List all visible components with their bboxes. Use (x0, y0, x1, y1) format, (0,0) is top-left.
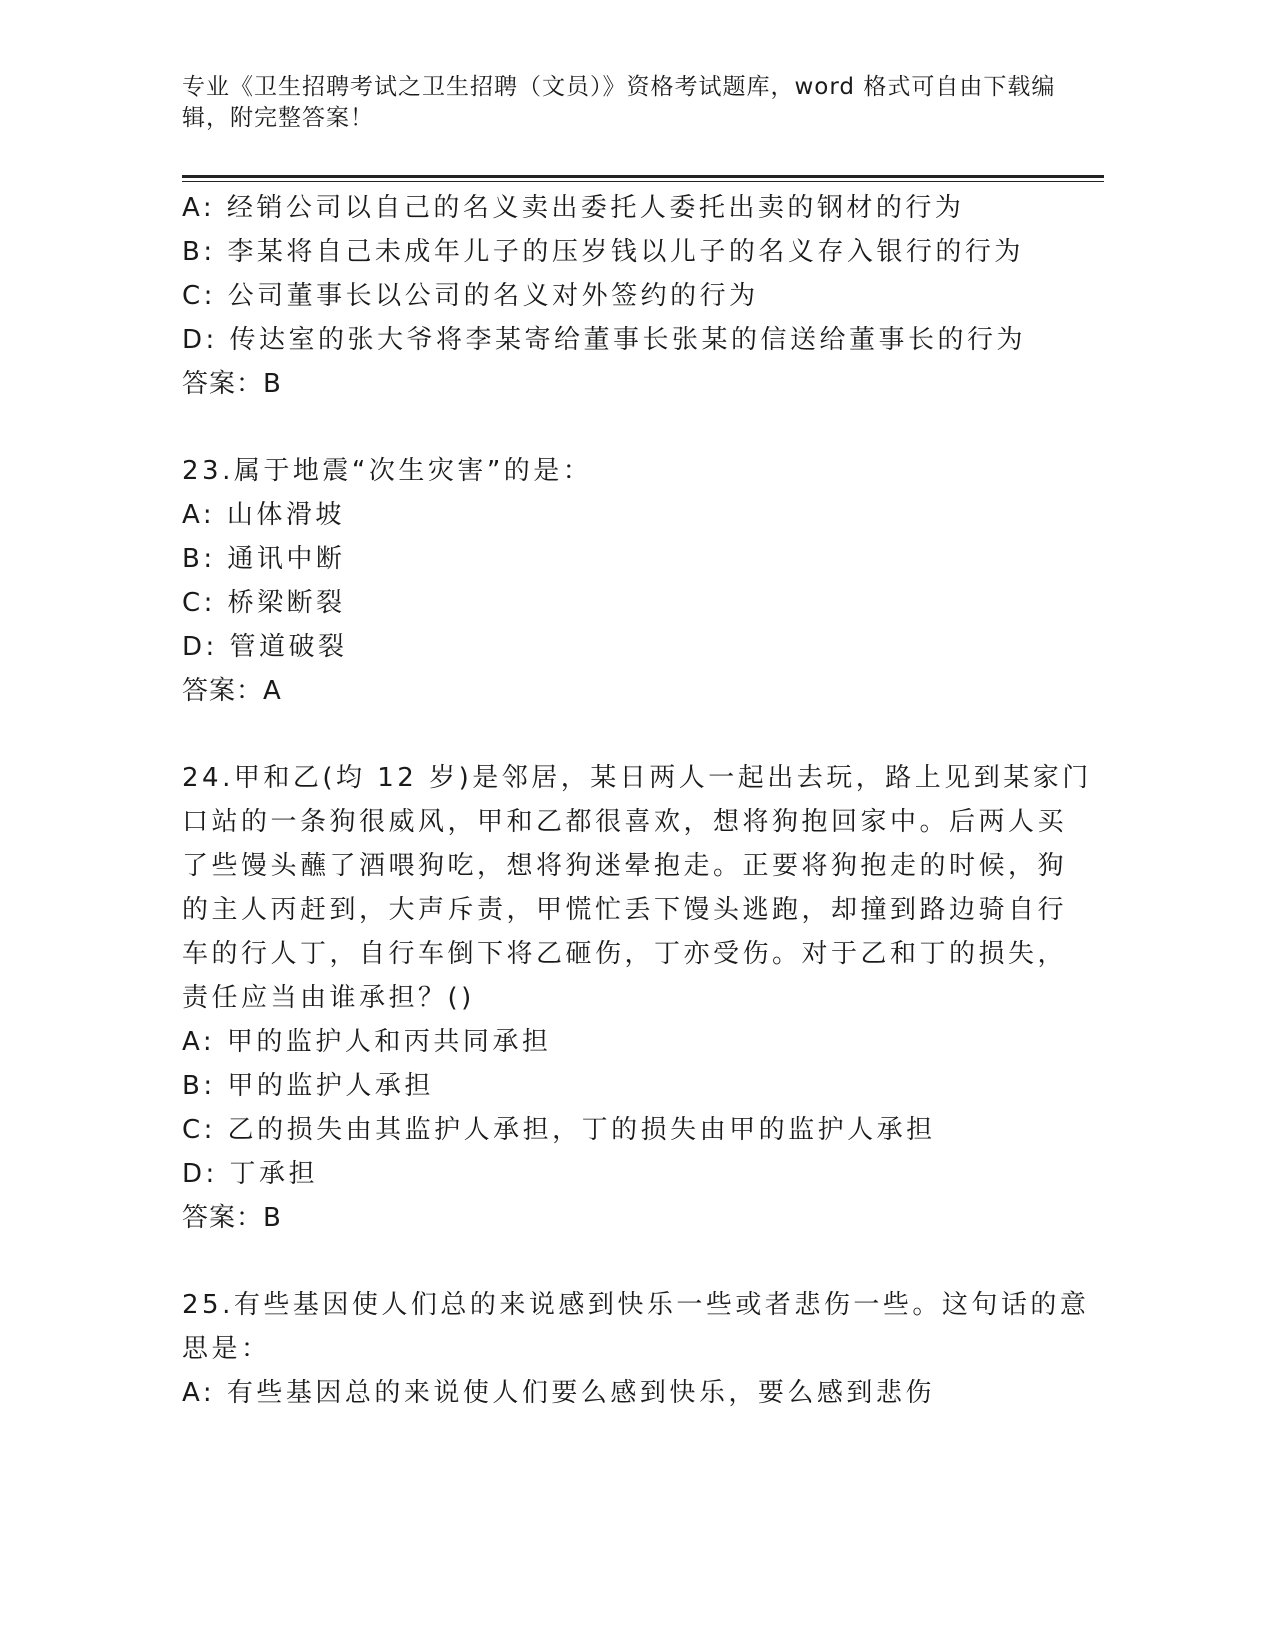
answer: 答案：B (182, 1203, 282, 1233)
option-c: C: 公司董事长以公司的名义对外签约的行为 (182, 281, 759, 311)
question-stem-line: 24.甲和乙(均 12 岁)是邻居，某日两人一起出去玩，路上见到某家门 (182, 763, 1092, 793)
option-b: B: 李某将自己未成年儿子的压岁钱以儿子的名义存入银行的行为 (182, 237, 1024, 267)
question-stem-line: 责任应当由谁承担？() (182, 983, 475, 1013)
option-c: C: 桥梁断裂 (182, 588, 346, 618)
question-stem: 23.属于地震“次生灾害”的是： (182, 456, 593, 486)
option-a: A: 山体滑坡 (182, 500, 345, 530)
option-b: B: 通讯中断 (182, 544, 346, 574)
option-d: D: 管道破裂 (182, 632, 348, 662)
question-stem-line: 25.有些基因使人们总的来说感到快乐一些或者悲伤一些。这句话的意 (182, 1290, 1090, 1320)
option-d: D: 丁承担 (182, 1159, 319, 1189)
option-a: A: 有些基因总的来说使人们要么感到快乐，要么感到悲伤 (182, 1378, 935, 1408)
question-24 (182, 756, 1092, 1240)
question-stem-line: 口站的一条狗很威风，甲和乙都很喜欢，想将狗抱回家中。后两人买 (182, 807, 1068, 837)
question-25 (182, 1283, 1090, 1415)
header-rule-thick (182, 175, 1104, 178)
option-d: D: 传达室的张大爷将李某寄给董事长张某的信送给董事长的行为 (182, 325, 1027, 355)
option-c: C: 乙的损失由其监护人承担，丁的损失由甲的监护人承担 (182, 1115, 936, 1145)
question-22 (182, 186, 1072, 406)
question-stem-line: 车的行人丁，自行车倒下将乙砸伤，丁亦受伤。对于乙和丁的损失， (182, 939, 1068, 969)
question-content (182, 186, 1092, 1415)
option-b: B: 甲的监护人承担 (182, 1071, 434, 1101)
question-stem-line: 思是： (182, 1334, 271, 1364)
header-rule-thin (182, 181, 1104, 182)
document-header: 专业《卫生招聘考试之卫生招聘（文员）》资格考试题库，word 格式可自由下载编辑，附完整答案！ (182, 74, 1056, 131)
question-23 (182, 449, 1072, 713)
answer: 答案：A (182, 676, 282, 706)
option-a: A: 甲的监护人和丙共同承担 (182, 1027, 552, 1057)
question-stem-line: 的主人丙赶到，大声斥责，甲慌忙丢下馒头逃跑，却撞到路边骑自行 (182, 895, 1068, 925)
question-stem-line: 了些馒头蘸了酒喂狗吃，想将狗迷晕抱走。正要将狗抱走的时候，狗 (182, 851, 1068, 881)
answer: 答案：B (182, 369, 282, 399)
option-a: A: 经销公司以自己的名义卖出委托人委托出卖的钢材的行为 (182, 193, 965, 223)
